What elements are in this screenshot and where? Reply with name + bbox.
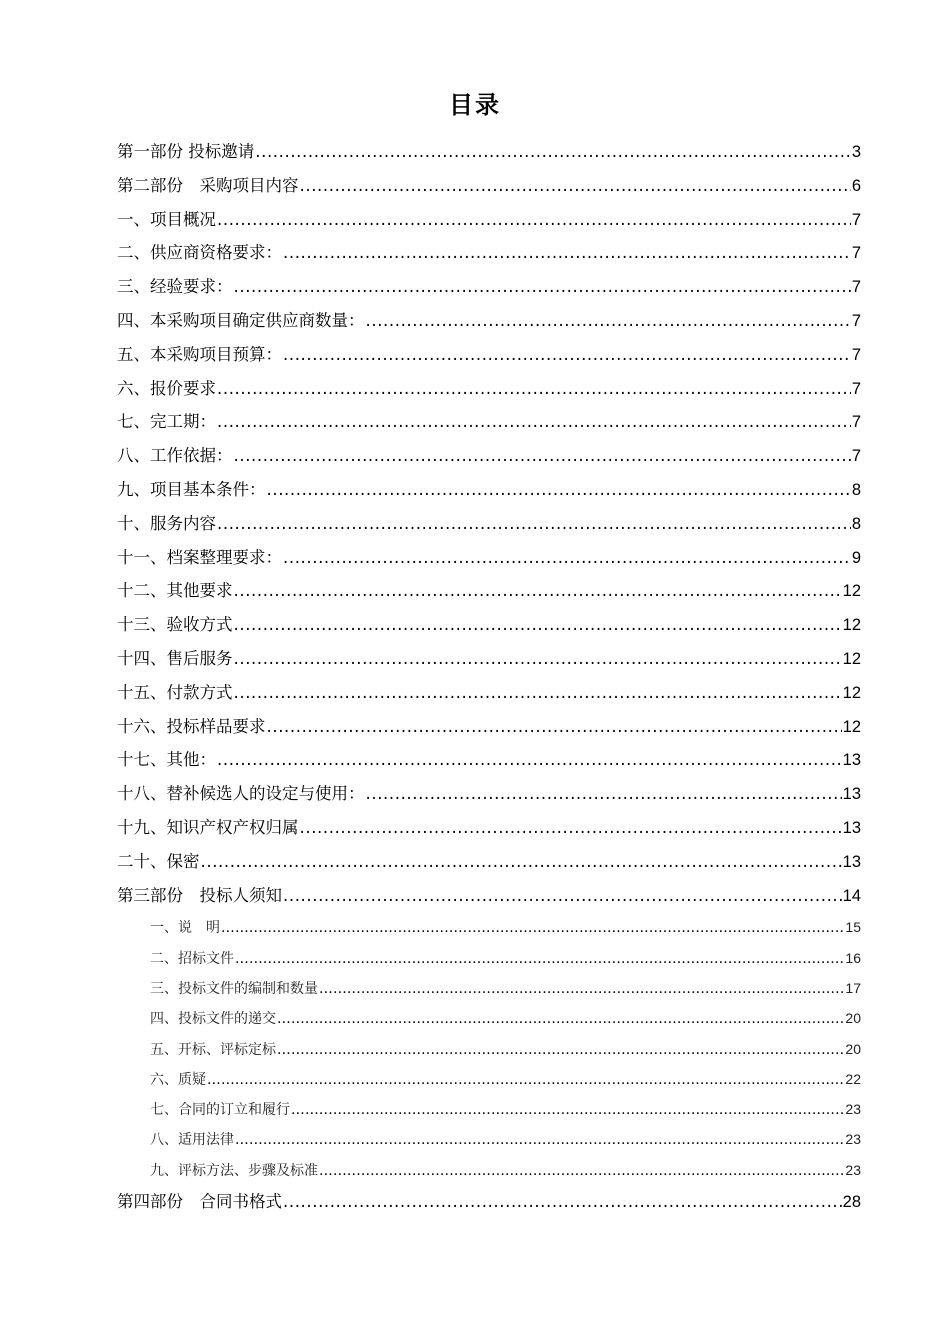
toc-entry-page-number: 7 (851, 244, 861, 263)
toc-entry[interactable] (117, 676, 861, 710)
toc-entry-page-number: 8 (851, 480, 861, 499)
toc-dot-leader (221, 913, 844, 943)
toc-entry-label: 六、质疑 (150, 1071, 206, 1088)
toc-dot-leader (267, 473, 851, 507)
toc-entry[interactable] (117, 169, 861, 203)
toc-entry-label: 五、本采购项目预算： (117, 344, 282, 364)
toc-entry[interactable] (117, 1034, 861, 1064)
toc-entry-page-number: 28 (842, 1193, 861, 1211)
toc-entry-page-number: 3 (851, 143, 861, 161)
table-of-contents (117, 135, 861, 1219)
toc-entry[interactable] (117, 135, 861, 169)
toc-dot-leader (319, 974, 844, 1004)
toc-entry-page-number: 12 (842, 582, 861, 601)
toc-entry-label: 四、投标文件的递交 (150, 1011, 276, 1028)
toc-entry-label: 十五、付款方式 (117, 682, 233, 702)
toc-entry-label: 第三部份 投标人须知 (117, 885, 282, 905)
toc-entry-page-number: 12 (842, 683, 861, 702)
toc-entry-page-number: 7 (851, 278, 861, 297)
toc-entry-page-number: 12 (842, 649, 861, 668)
toc-entry-label: 十八、替补候选人的设定与使用： (117, 784, 365, 804)
toc-entry[interactable] (117, 1185, 861, 1219)
toc-entry-page-number: 7 (851, 345, 861, 364)
toc-dot-leader (291, 1095, 844, 1125)
toc-entry-label: 一、说 明 (150, 920, 220, 937)
toc-entry-label: 三、经验要求： (117, 277, 233, 297)
toc-entry-page-number: 23 (845, 1131, 861, 1148)
toc-entry[interactable] (117, 642, 861, 676)
toc-entry-label: 三、投标文件的编制和数量 (150, 980, 318, 997)
toc-dot-leader (234, 574, 842, 608)
toc-entry[interactable] (117, 473, 861, 507)
toc-entry-page-number: 13 (842, 818, 861, 837)
toc-entry-page-number: 8 (851, 514, 861, 533)
toc-dot-leader (255, 135, 851, 169)
toc-dot-leader (217, 507, 851, 541)
toc-entry-label: 七、完工期： (117, 412, 216, 432)
toc-dot-leader (234, 642, 842, 676)
toc-entry-page-number: 12 (842, 717, 861, 736)
toc-entry-page-number: 7 (851, 447, 861, 466)
toc-entry[interactable] (117, 270, 861, 304)
toc-entry-label: 第四部份 合同书格式 (117, 1192, 282, 1211)
toc-dot-leader (234, 270, 851, 304)
toc-entry-page-number: 7 (851, 413, 861, 432)
toc-dot-leader (234, 439, 851, 473)
toc-dot-leader (267, 710, 842, 744)
toc-dot-leader (300, 169, 851, 203)
toc-entry-label: 四、本采购项目确定供应商数量： (117, 310, 365, 330)
toc-entry[interactable] (117, 1155, 861, 1185)
toc-dot-leader (277, 1004, 844, 1034)
toc-dot-leader (217, 405, 851, 439)
toc-entry-label: 一、项目概况 (117, 209, 216, 229)
toc-entry-label: 六、报价要求 (117, 378, 216, 398)
toc-entry[interactable] (117, 743, 861, 777)
toc-entry-page-number: 20 (845, 1010, 861, 1027)
toc-entry-label: 十一、档案整理要求： (117, 547, 282, 567)
toc-entry-label: 十三、验收方式 (117, 615, 233, 635)
toc-entry[interactable] (117, 811, 861, 845)
toc-dot-leader (217, 372, 851, 406)
toc-dot-leader (319, 1156, 844, 1186)
toc-dot-leader (300, 811, 842, 845)
toc-entry-page-number: 22 (845, 1070, 861, 1087)
toc-entry-label: 十七、其他： (117, 750, 216, 770)
toc-entry-label: 十四、售后服务 (117, 648, 233, 668)
toc-entry-label: 十二、其他要求 (117, 581, 233, 601)
toc-entry[interactable] (117, 1094, 861, 1124)
toc-dot-leader (217, 203, 851, 237)
toc-entry-label: 十、服务内容 (117, 513, 216, 533)
toc-entry[interactable] (117, 507, 861, 541)
toc-dot-leader (207, 1065, 844, 1095)
toc-entry[interactable] (117, 203, 861, 237)
toc-dot-leader (366, 777, 842, 811)
toc-entry-page-number: 6 (851, 176, 861, 195)
toc-entry[interactable] (117, 777, 861, 811)
toc-entry-label: 二、招标文件 (150, 950, 234, 967)
toc-entry-page-number: 16 (845, 949, 861, 966)
toc-entry[interactable] (117, 405, 861, 439)
toc-dot-leader (283, 541, 851, 575)
toc-dot-leader (234, 608, 842, 642)
toc-entry-label: 二十、保密 (117, 851, 200, 871)
toc-entry[interactable] (117, 845, 861, 879)
toc-entry-label: 十六、投标样品要求 (117, 716, 266, 736)
toc-entry-label: 九、项目基本条件： (117, 479, 266, 499)
toc-entry-label: 第二部份 采购项目内容 (117, 175, 299, 195)
toc-dot-leader (235, 1125, 844, 1155)
toc-entry-page-number: 23 (845, 1101, 861, 1118)
toc-entry-page-number: 7 (851, 210, 861, 229)
toc-entry[interactable] (117, 1124, 861, 1154)
toc-entry-page-number: 14 (842, 886, 861, 905)
toc-dot-leader (201, 845, 842, 879)
toc-entry-label: 八、适用法律 (150, 1132, 234, 1149)
toc-entry[interactable] (117, 710, 861, 744)
toc-dot-leader (283, 1185, 842, 1219)
toc-entry[interactable] (117, 973, 861, 1003)
toc-entry-page-number: 13 (842, 852, 861, 871)
toc-dot-leader (234, 676, 842, 710)
toc-dot-leader (283, 879, 842, 913)
toc-entry[interactable] (117, 304, 861, 338)
toc-entry[interactable] (117, 439, 861, 473)
toc-entry-page-number: 15 (845, 919, 861, 936)
toc-entry-page-number: 9 (851, 548, 861, 567)
toc-entry[interactable] (117, 338, 861, 372)
toc-entry[interactable] (117, 879, 861, 913)
toc-entry-page-number: 12 (842, 616, 861, 635)
toc-entry-page-number: 17 (845, 979, 861, 996)
toc-dot-leader (235, 944, 844, 974)
toc-entry[interactable] (117, 372, 861, 406)
toc-entry-label: 十九、知识产权产权归属 (117, 817, 299, 837)
toc-entry-page-number: 7 (851, 379, 861, 398)
toc-entry[interactable] (117, 236, 861, 270)
toc-entry[interactable] (117, 943, 861, 973)
toc-entry-label: 二、供应商资格要求： (117, 243, 282, 263)
toc-entry-label: 九、评标方法、步骤及标准 (150, 1162, 318, 1179)
toc-entry[interactable] (117, 608, 861, 642)
toc-entry-page-number: 13 (842, 751, 861, 770)
toc-entry[interactable] (117, 574, 861, 608)
toc-entry[interactable] (117, 1064, 861, 1094)
toc-entry-page-number: 23 (845, 1161, 861, 1178)
toc-entry-page-number: 7 (851, 311, 861, 330)
toc-entry[interactable] (117, 1003, 861, 1033)
toc-dot-leader (277, 1035, 844, 1065)
toc-entry-label: 第一部份 投标邀请 (117, 142, 255, 161)
toc-entry-page-number: 20 (845, 1040, 861, 1057)
toc-entry-label: 五、开标、评标定标 (150, 1041, 276, 1058)
page-title: 目录 (449, 91, 501, 119)
toc-entry[interactable] (117, 912, 861, 942)
toc-dot-leader (283, 236, 851, 270)
toc-dot-leader (366, 304, 851, 338)
toc-entry-page-number: 13 (842, 785, 861, 804)
toc-dot-leader (217, 743, 842, 777)
toc-entry-label: 八、工作依据： (117, 446, 233, 466)
toc-dot-leader (283, 338, 851, 372)
toc-entry-label: 七、合同的订立和履行 (150, 1102, 290, 1119)
toc-entry[interactable] (117, 541, 861, 575)
